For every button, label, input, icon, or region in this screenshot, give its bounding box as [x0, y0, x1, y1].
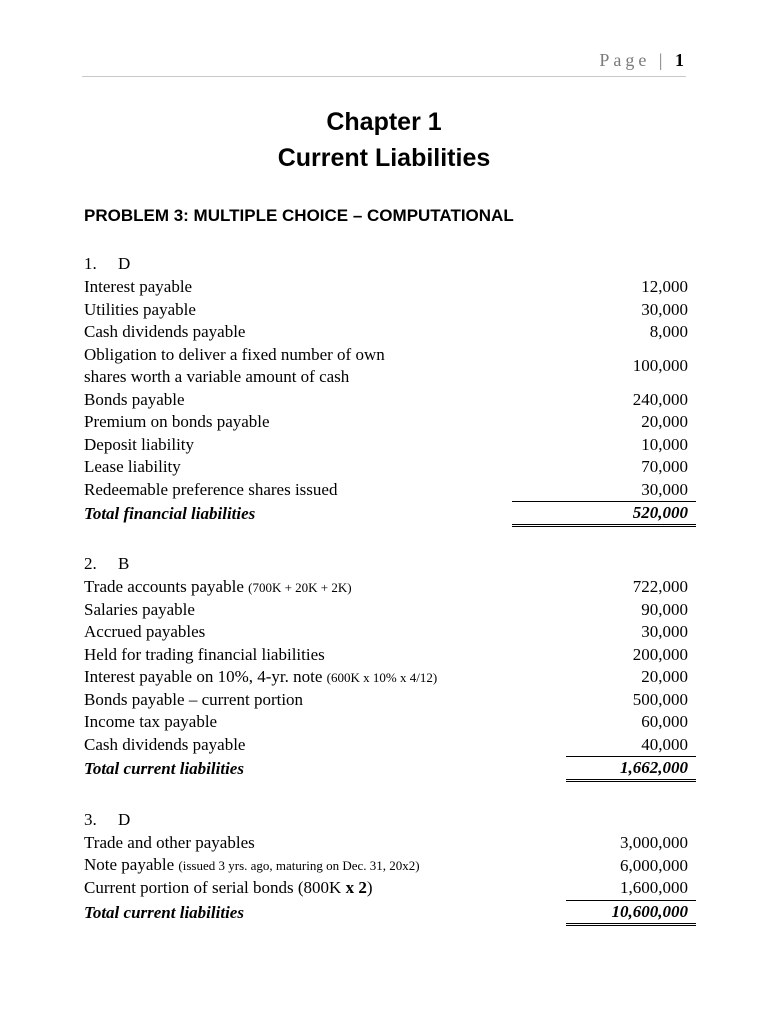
problem-heading: PROBLEM 3: MULTIPLE CHOICE – COMPUTATIONAL [84, 206, 514, 225]
item-label: Cash dividends payable [84, 322, 246, 341]
item-amount: 30,000 [641, 622, 688, 641]
line-item [84, 832, 696, 855]
question-number: 1. [84, 254, 97, 273]
item-label: Interest payable on 10%, 4-yr. note (600K x 10% x 4/12) [84, 666, 438, 686]
question-answer: B [118, 554, 130, 573]
item-amount: 10,000 [641, 434, 688, 454]
item-amount: 20,000 [641, 667, 688, 686]
line-item [84, 576, 696, 599]
item-label: Deposit liability [84, 434, 195, 454]
line-item [84, 389, 696, 412]
chapter-title: Chapter 1 [326, 108, 442, 136]
item-label: Cash dividends payable [84, 734, 246, 754]
item-amount: 6,000,000 [620, 855, 688, 875]
item-amount: 3,000,000 [620, 833, 688, 852]
line-item [84, 711, 696, 734]
total-amount: 520,000 [512, 501, 696, 527]
total-row [84, 900, 696, 926]
line-item [84, 877, 696, 900]
total-row [84, 501, 696, 527]
item-label: Held for trading financial liabilities [84, 644, 325, 664]
question-1 [84, 252, 696, 527]
line-item [84, 599, 696, 622]
item-amount: 722,000 [632, 577, 688, 596]
item-label: Trade and other payables [84, 833, 255, 852]
item-amount: 1,600,000 [620, 878, 688, 897]
chapter-subtitle: Current Liabilities [277, 144, 491, 172]
line-item [84, 479, 696, 502]
item-amount: 30,000 [641, 299, 688, 319]
line-item [84, 734, 696, 757]
line-item [84, 434, 696, 457]
question-3 [84, 808, 696, 926]
item-label: Redeemable preference shares issued [84, 479, 338, 499]
line-item [84, 411, 696, 434]
page-separator: | [658, 50, 663, 70]
question-label [84, 552, 696, 576]
item-label: Current portion of serial bonds (800K x 2) [84, 878, 373, 897]
question-label [84, 252, 696, 276]
page-number: 1 [675, 50, 684, 70]
item-label: Income tax payable [84, 712, 218, 731]
item-label: Salaries payable [84, 599, 195, 619]
line-item [84, 855, 696, 878]
line-item [84, 456, 696, 479]
item-amount: 60,000 [641, 712, 688, 731]
item-label: Premium on bonds payable [84, 412, 270, 431]
question-label [84, 808, 696, 832]
line-item [84, 689, 696, 712]
item-amount: 20,000 [641, 412, 688, 431]
line-item [84, 344, 696, 389]
line-item [84, 621, 696, 644]
total-row [84, 756, 696, 782]
item-label: Obligation to deliver a fixed number of own shares worth a variable amount of cash [84, 344, 385, 386]
line-item [84, 644, 696, 667]
item-amount: 8,000 [649, 322, 688, 341]
item-label: Accrued payables [84, 622, 206, 641]
total-label: Total current liabilities [84, 759, 244, 778]
item-amount: 240,000 [632, 389, 688, 409]
total-label: Total financial liabilities [84, 504, 256, 523]
item-note: (700K + 20K + 2K) [248, 579, 352, 595]
item-note: (600K x 10% x 4/12) [326, 669, 438, 685]
header-rule [82, 76, 686, 77]
item-label: Note payable (issued 3 yrs. ago, maturing on Dec. 31, 20x2) [84, 855, 420, 874]
question-2 [84, 552, 696, 782]
item-label: Interest payable [84, 277, 193, 296]
total-amount: 1,662,000 [566, 756, 696, 782]
item-amount: 70,000 [641, 457, 688, 476]
question-answer: D [118, 254, 131, 273]
total-amount: 10,600,000 [566, 900, 696, 926]
item-amount: 200,000 [632, 644, 688, 664]
item-label: Utilities payable [84, 299, 196, 319]
question-number: 3. [84, 810, 97, 829]
item-amount: 40,000 [641, 734, 688, 754]
item-amount: 30,000 [641, 479, 688, 499]
question-answer: D [118, 810, 131, 829]
total-label: Total current liabilities [84, 902, 244, 922]
item-amount: 500,000 [632, 689, 688, 709]
item-note: (issued 3 yrs. ago, maturing on Dec. 31, 20x2) [178, 858, 420, 873]
item-label: Lease liability [84, 457, 181, 476]
line-item [84, 276, 696, 299]
page-header [599, 50, 684, 71]
line-item [84, 321, 696, 344]
line-item [84, 299, 696, 322]
question-number: 2. [84, 554, 97, 573]
item-amount: 100,000 [632, 355, 688, 375]
item-amount: 12,000 [641, 277, 688, 296]
item-label: Bonds payable [84, 389, 185, 409]
page-word: Page [599, 50, 651, 70]
item-amount: 90,000 [641, 599, 688, 619]
item-label: Trade accounts payable (700K + 20K + 2K) [84, 576, 352, 596]
item-label: Bonds payable – current portion [84, 689, 304, 709]
line-item [84, 666, 696, 689]
